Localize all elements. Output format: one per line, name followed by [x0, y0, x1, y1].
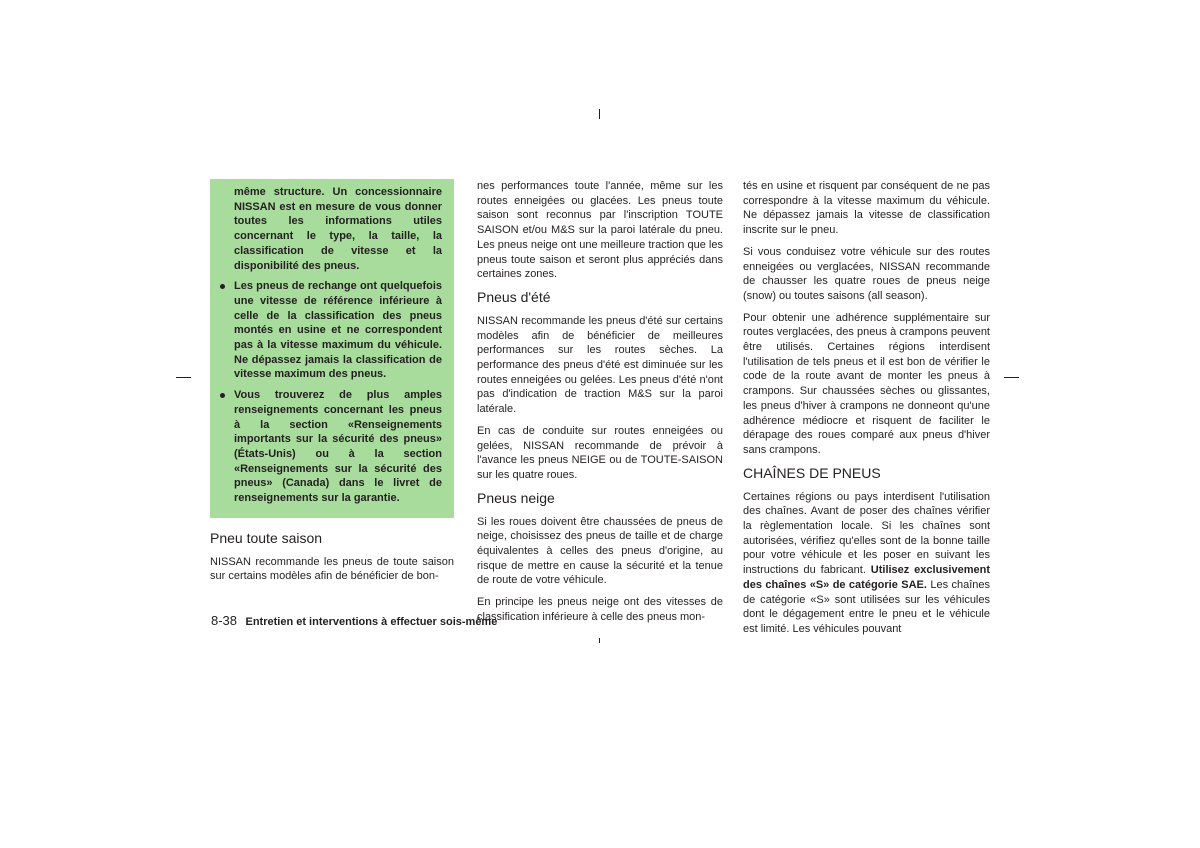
chains-text-a: Certaines régions ou pays interdisent l'utilisation des chaînes. Avant de poser des chaînes vérifier la règlementation locale. Si les chaînes sont autorisées, vérifiez qu'elles sont de la bonne taille pour votre véhicule et les poser en suivant les instructions du fabricant.	[743, 490, 990, 577]
crop-mark-right	[1004, 377, 1019, 378]
crop-mark-left	[176, 377, 191, 378]
column-3	[743, 179, 990, 644]
paragraph: En cas de conduite sur routes enneigées ou gelées, NISSAN recommande de prévoir à l'avance les pneus NEIGE ou de TOUTE-SAISON sur les quatre roues.	[477, 424, 723, 481]
paragraph: Si les roues doivent être chaussées de pneus de neige, choisissez des pneus de taille et de charge équivalentes à celles des pneus d'origine, au risque de mettre en cause la sécurité et la tenue de route de votre véhicule.	[477, 515, 723, 587]
section-heading-snow: Pneus neige	[477, 489, 555, 506]
column-2	[477, 179, 723, 632]
chapter-title: Entretien et interventions à effectuer sois-même	[245, 616, 498, 628]
crop-mark-bottom	[599, 638, 600, 643]
paragraph: Si vous conduisez votre véhicule sur des routes enneigées ou verglacées, NISSAN recommande de chausser les quatre roues de pneus neige (snow) ou toutes saisons (all season).	[743, 245, 990, 302]
page-footer	[211, 612, 497, 630]
section-heading-summer: Pneus d'été	[477, 288, 551, 305]
paragraph-chains	[743, 490, 990, 637]
section-heading-all-season: Pneu toute saison	[210, 529, 323, 546]
paragraph: Pour obtenir une adhérence supplémentaire sur routes verglacées, des pneus à crampons peuvent être utilisés. Certaines régions interdisent l'utilisation de tels pneus et il est bon de vérifier le code de la route avant de monter les pneus à crampons. Sur chaussées sèches ou glissantes, les pneus d'hiver à crampons ne donneont qu'une adhérence médiocre et risquent de faciliter le dérapage des roues comparé aux pneus d'hiver sans crampons.	[743, 311, 990, 456]
paragraph: En principe les pneus neige ont des vitesses de classification inférieure à celle des pneus mon-	[477, 596, 723, 623]
paragraph: tés en usine et risquent par conséquent de ne pas correspondre à la vitesse maximum du véhicule. Ne dépassez jamais la vitesse de classification inscrite sur le pneu.	[743, 180, 990, 237]
page-number: 8-38	[211, 613, 238, 628]
warning-bullet: Vous trouverez de plus amples renseignements concernant les pneus à la section «Renseignements importants sur la sécurité des pneus» (États-Unis) ou à la section «Renseignements sur la sécurité des pneus» (Canada) dans le livret de renseignements sur la garantie.	[234, 389, 442, 505]
chains-text-c: Les chaînes de catégorie «S» sont utilisées sur les véhicules dont le dégagement entre le pneu et le véhicule est limité. Les véhicules pouvant	[743, 578, 990, 635]
section-heading-chains: CHAÎNES DE PNEUS	[743, 464, 881, 481]
column-1	[210, 179, 454, 591]
warning-box	[210, 179, 454, 518]
chains-text-bold: Utilisez exclusivement des chaînes «S» de catégorie SAE.	[743, 564, 990, 591]
warning-list	[234, 279, 442, 506]
warning-bullet: Les pneus de rechange ont quelquefois une vitesse de référence inférieure à celle de la classification des pneus montés en usine et ne correspondent pas à la vitesse maximum du véhicule. Ne dépassez jamais la classification de vitesse maximum des pneus.	[234, 280, 442, 381]
paragraph: nes performances toute l'année, même sur les routes enneigées ou glacées. Les pneus toute saison sont reconnus par l'inscription TOUTE SAISON et/ou M&S sur la paroi latérale du pneu. Les pneus neige ont une meilleure traction que les pneus toute saison et seront plus appréciés dans certaines zones.	[477, 180, 723, 281]
paragraph: NISSAN recommande les pneus de toute saison sur certains modèles afin de bénéficier de bon-	[210, 555, 454, 583]
paragraph: NISSAN recommande les pneus d'été sur certains modèles afin de bénéficier de meilleures performances sur les routes sèches. La performance des pneus d'été est diminuée sur les routes enneigées ou gelées. Les pneus d'été n'ont pas d'indication de traction M&S sur la paroi latérale.	[477, 314, 723, 416]
warning-intro: même structure. Un concessionnaire NISSAN est en mesure de vous donner toutes les informations utiles concernant le type, la taille, la classification de vitesse et la disponibilité des pneus.	[234, 186, 442, 272]
crop-mark-top	[599, 109, 600, 119]
